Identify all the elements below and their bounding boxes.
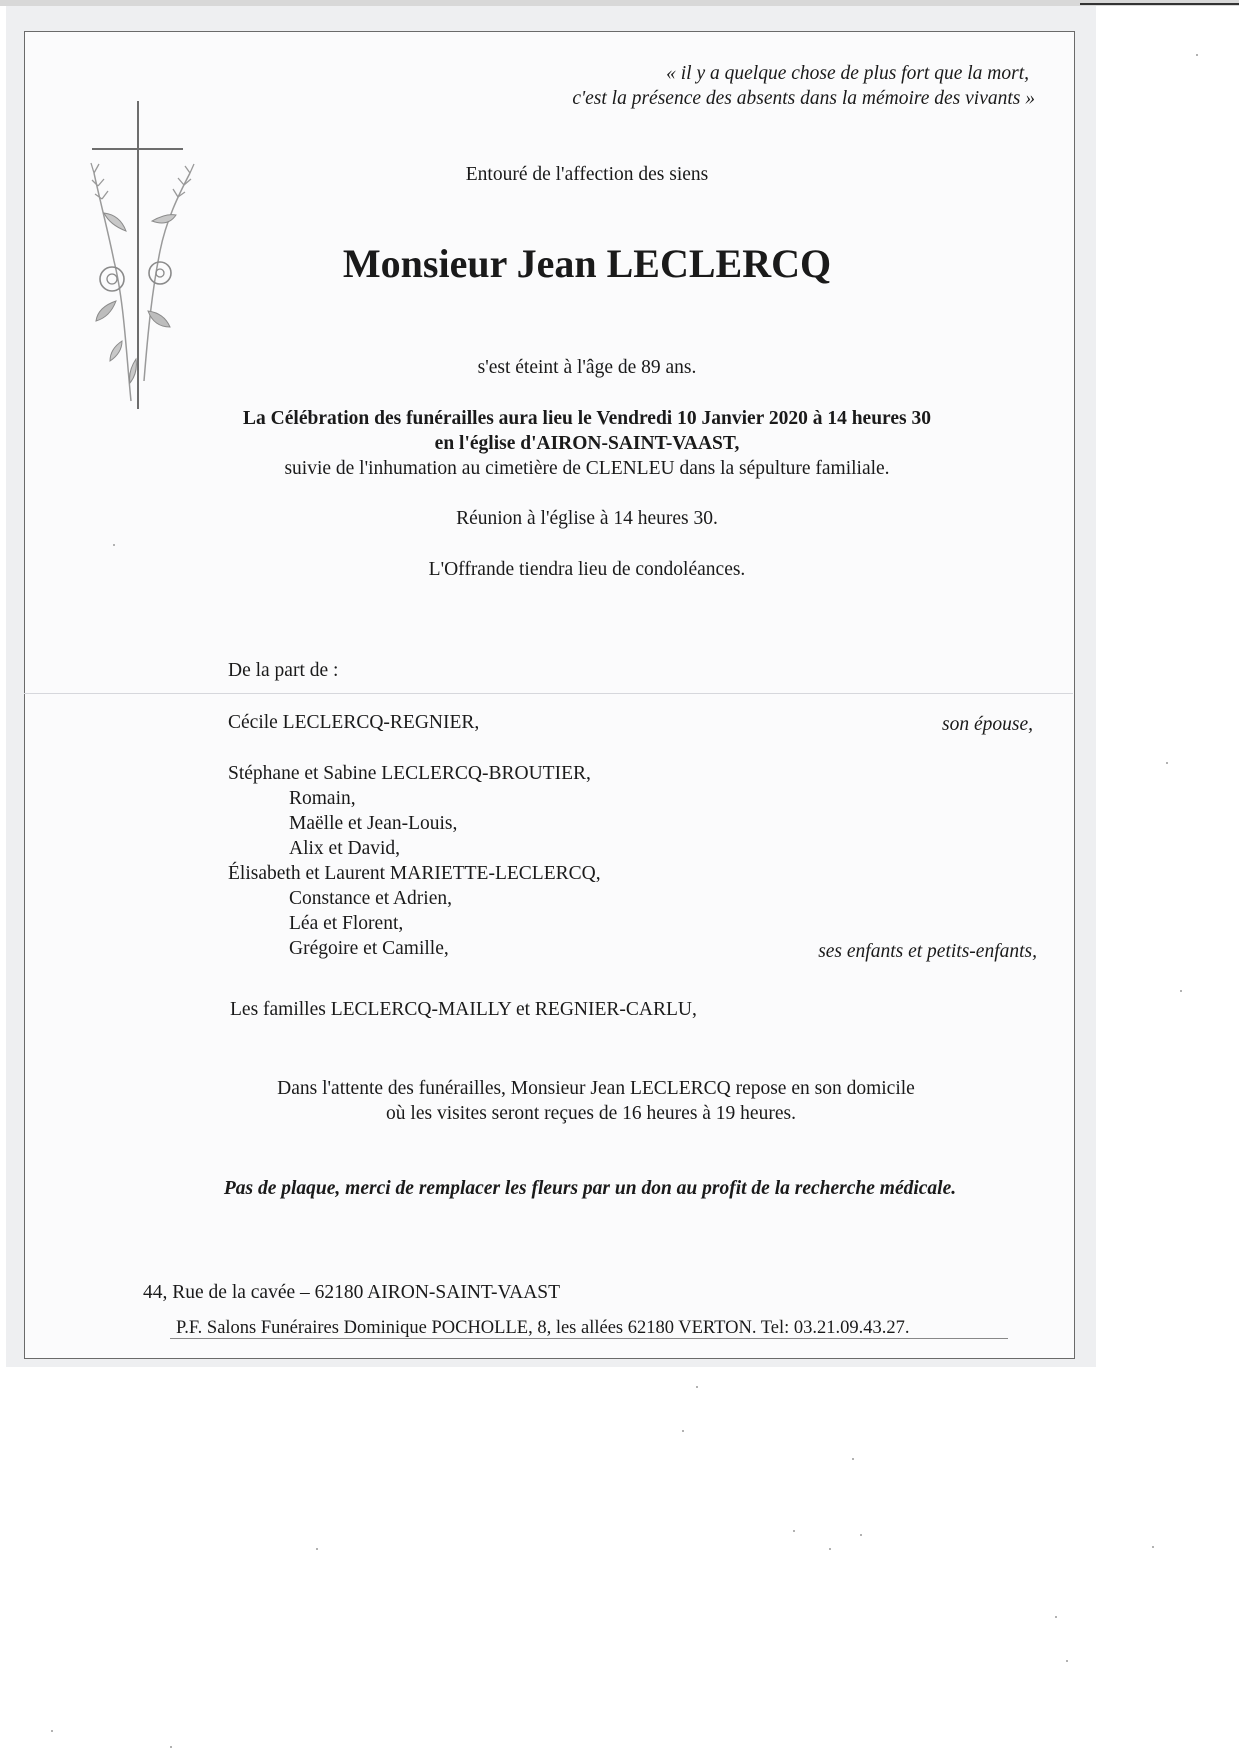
top-edge-dark-line [1080,3,1239,5]
quote-line-2: c'est la présence des absents dans la mémoire des vivants » [572,88,1035,109]
list-item: Stéphane et Sabine LECLERCQ-BROUTIER, [228,763,591,784]
families-line: Les familles LECLERCQ-MAILLY et REGNIER-CARLU, [230,999,697,1020]
list-item: Élisabeth et Laurent MARIETTE-LECLERCQ, [228,863,601,884]
quote-line-1: « il y a quelque chose de plus fort que la mort, [666,63,1029,84]
home-address: 44, Rue de la cavée – 62180 AIRON-SAINT-VAAST [143,1282,561,1303]
children-relation: ses enfants et petits-enfants, [818,941,1037,962]
list-item: Constance et Adrien, [289,888,452,909]
list-item: Léa et Florent, [289,913,404,934]
scanned-sheet [6,6,1096,1367]
flowers-request: Pas de plaque, merci de remplacer les fleurs par un don au profit de la recherche médicale. [223,1178,957,1199]
list-item: Romain, [289,788,356,809]
from-label: De la part de : [228,660,339,681]
meeting-line: Réunion à l'église à 14 heures 30. [456,508,718,529]
fold-line [24,693,1073,694]
spouse-name: Cécile LECLERCQ-REGNIER, [228,712,480,733]
visitation-line-1: Dans l'attente des funérailles, Monsieur Jean LECLERCQ repose en son domicile [277,1078,915,1099]
list-item: Grégoire et Camille, [289,938,449,959]
intro-line: Entouré de l'affection des siens [465,164,709,185]
age-line: s'est éteint à l'âge de 89 ans. [477,357,697,378]
offering-line: L'Offrande tiendra lieu de condoléances. [428,559,746,580]
ceremony-line-1: La Célébration des funérailles aura lieu le Vendredi 10 Janvier 2020 à 14 heures 30 [243,408,931,429]
ceremony-line-3: suivie de l'inhumation au cimetière de CLENLEU dans la sépulture familiale. [284,458,890,479]
visitation-line-2: où les visites seront reçues de 16 heures à 19 heures. [386,1103,796,1124]
list-item: Maëlle et Jean-Louis, [289,813,458,834]
list-item: Alix et David, [289,838,401,859]
ceremony-line-2: en l'église d'AIRON-SAINT-VAAST, [434,433,740,454]
funeral-home-line: P.F. Salons Funéraires Dominique POCHOLLE, 8, les allées 62180 VERTON. Tel: 03.21.09.43.27. [176,1318,910,1338]
deceased-name: Monsieur Jean LECLERCQ [342,241,832,286]
spouse-relation: son épouse, [942,714,1033,735]
